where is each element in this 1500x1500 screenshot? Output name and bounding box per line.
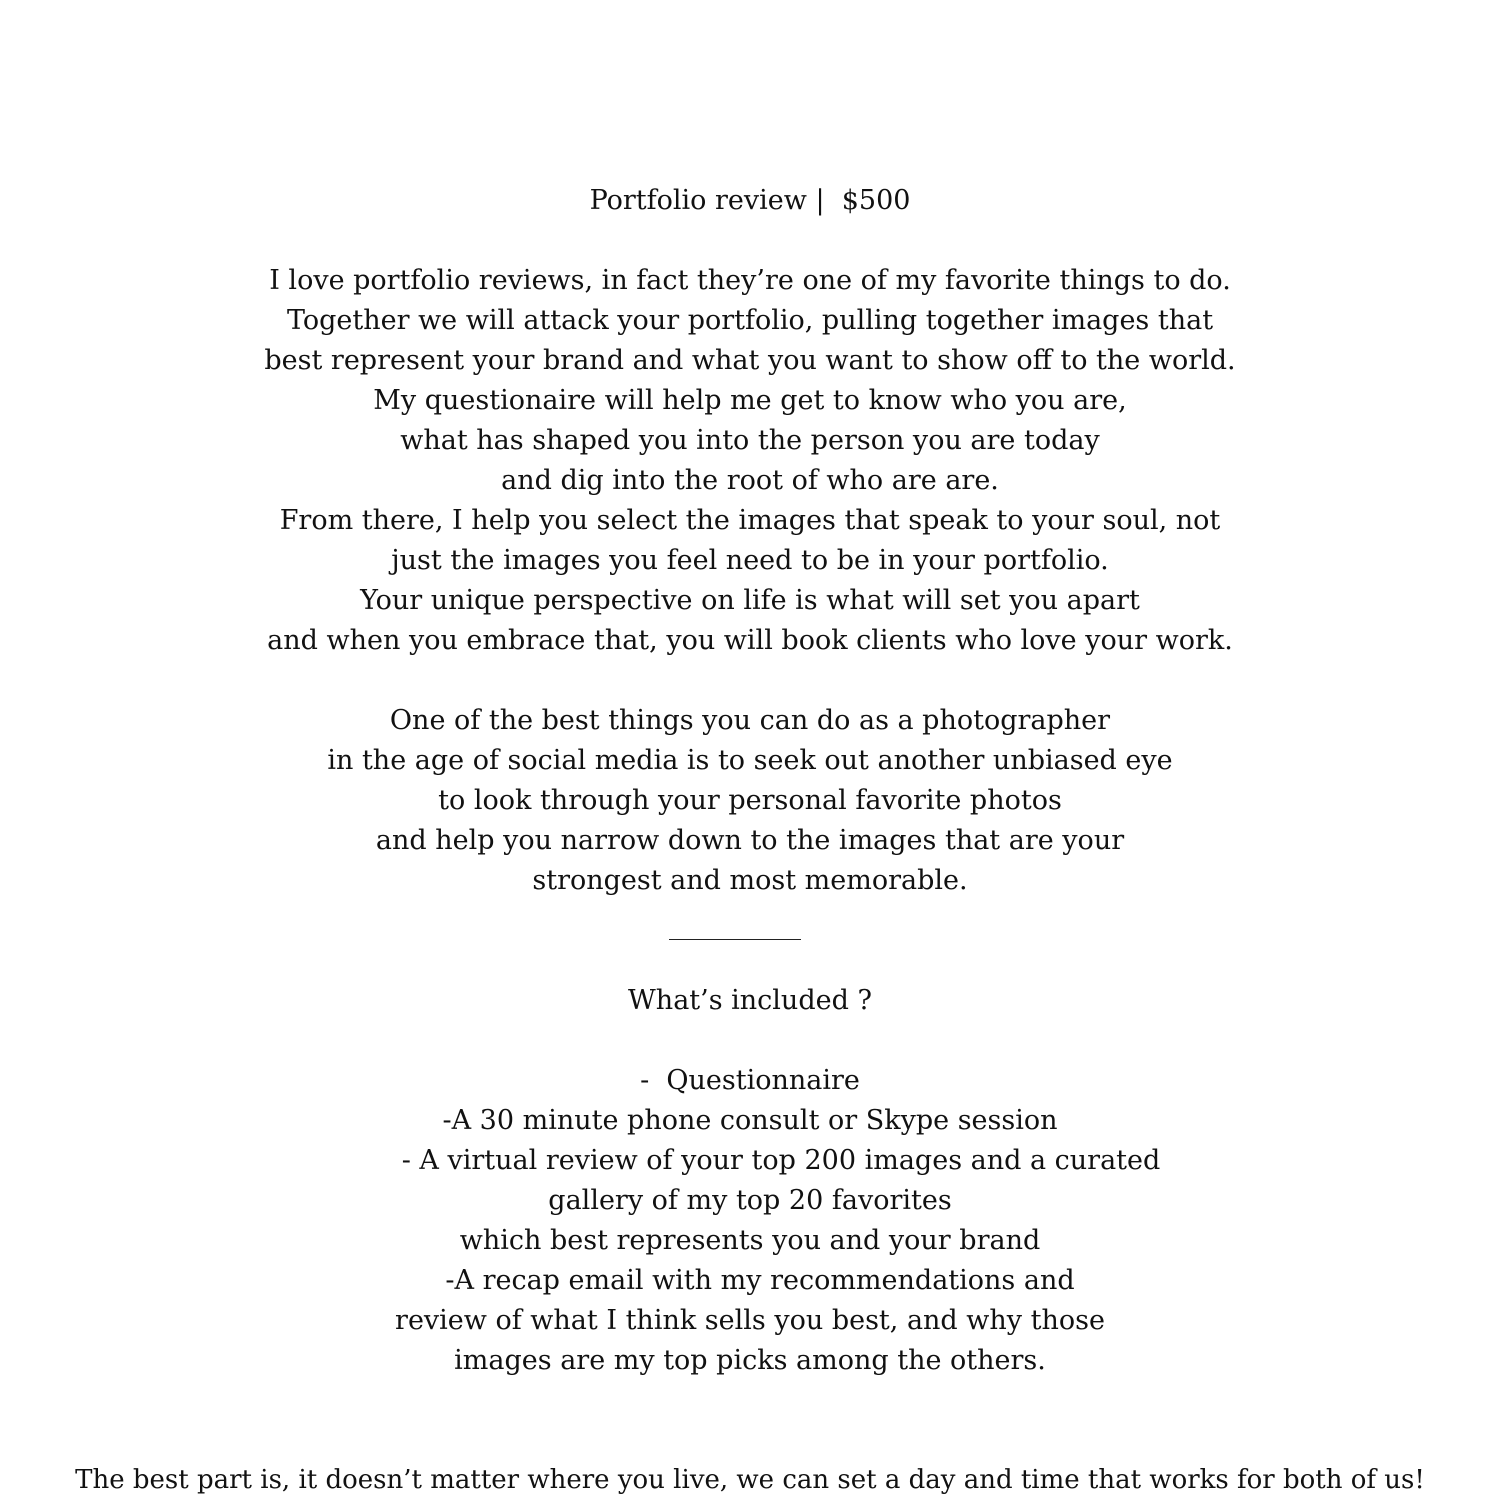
intro-line: and dig into the root of who are are. <box>501 465 999 496</box>
intro-line: what has shaped you into the person you are today <box>400 425 1100 456</box>
section-divider <box>669 939 801 940</box>
included-item: gallery of my top 20 favorites <box>548 1185 952 1216</box>
intro-line: Together we will attack your portfolio, pulling together images that <box>286 305 1214 336</box>
paragraph-line: strongest and most memorable. <box>532 865 968 896</box>
included-heading: What’s included ? <box>628 985 872 1016</box>
included-item: - A virtual review of your top 200 images and a curated <box>401 1145 1161 1176</box>
included-item: review of what I think sells you best, and why those <box>395 1305 1105 1336</box>
paragraph-line: to look through your personal favorite photos <box>438 785 1062 816</box>
page-title: Portfolio review | $500 <box>589 185 911 216</box>
included-item: -A recap email with my recommendations and <box>445 1265 1075 1296</box>
intro-line: I love portfolio reviews, in fact they’re one of my favorite things to do. <box>269 265 1231 296</box>
included-item: -A 30 minute phone consult or Skype session <box>442 1105 1058 1136</box>
intro-line: Your unique perspective on life is what will set you apart <box>360 585 1140 616</box>
included-item: - Questionnaire <box>640 1065 860 1096</box>
included-item: images are my top picks among the others. <box>454 1345 1046 1376</box>
intro-line: From there, I help you select the images that speak to your soul, not <box>279 505 1221 536</box>
paragraph-line: One of the best things you can do as a photographer <box>389 705 1111 736</box>
paragraph-line: in the age of social media is to seek out another unbiased eye <box>327 745 1173 776</box>
intro-line: best represent your brand and what you want to show off to the world. <box>264 345 1236 376</box>
closing-line: The best part is, it doesn’t matter where you live, we can set a day and time that works for both of us! <box>75 1465 1425 1495</box>
intro-line: just the images you feel need to be in your portfolio. <box>391 545 1109 576</box>
paragraph-line: and help you narrow down to the images that are your <box>375 825 1125 856</box>
intro-line: My questionaire will help me get to know who you are, <box>373 385 1127 416</box>
intro-line: and when you embrace that, you will book clients who love your work. <box>267 625 1233 656</box>
included-item: which best represents you and your brand <box>459 1225 1041 1256</box>
